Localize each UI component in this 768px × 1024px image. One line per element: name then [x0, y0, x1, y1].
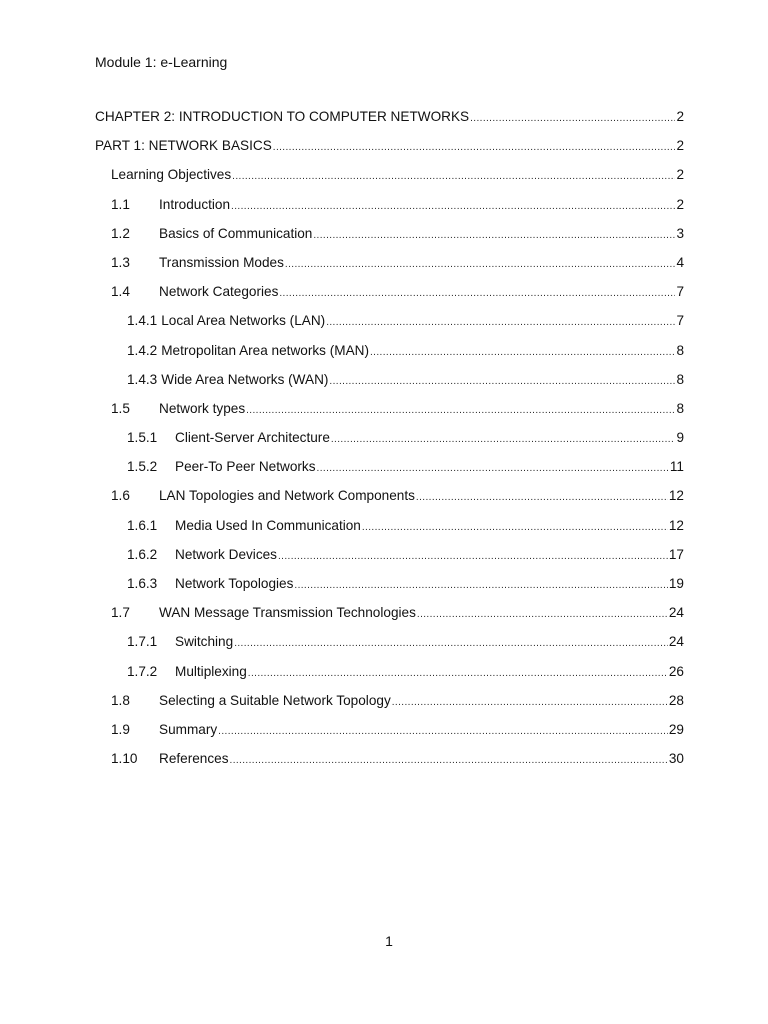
toc-entry-title: Selecting a Suitable Network Topology — [159, 692, 391, 708]
toc-entry-title: Introduction — [159, 196, 231, 212]
toc-entry-title: Transmission Modes — [159, 254, 284, 270]
toc-entry-number: 1.4 — [111, 284, 130, 300]
toc-entry-number: 1.5 — [111, 400, 130, 416]
toc-entry[interactable] — [95, 546, 684, 575]
dot-leader — [248, 665, 668, 683]
toc-entry-page: 30 — [668, 751, 684, 767]
toc-entry-number: 1.7 — [111, 605, 130, 621]
toc-entry-page: 8 — [676, 371, 684, 387]
toc-entry-page: 12 — [668, 488, 684, 504]
dot-leader — [317, 460, 669, 478]
toc-entry-number: 1.4.3 — [127, 371, 158, 387]
toc-entry-title: Basics of Communication — [159, 225, 313, 241]
toc-entry[interactable] — [95, 254, 684, 283]
toc-entry-title: Switching — [175, 634, 234, 650]
toc-entry[interactable] — [95, 721, 684, 750]
toc-entry[interactable] — [95, 692, 684, 721]
toc-entry-number: 1.6.3 — [127, 576, 158, 591]
toc-entry[interactable] — [95, 663, 684, 692]
toc-entry[interactable] — [95, 429, 684, 458]
toc-entry-number: 1.6.2 — [127, 546, 158, 562]
toc-entry-page: 28 — [668, 692, 684, 708]
toc-entry-title: Learning Objectives — [111, 167, 232, 183]
toc-entry-title: WAN Message Transmission Technologies — [159, 605, 416, 621]
dot-leader — [273, 139, 676, 157]
toc-entry-title: Network Devices — [175, 546, 277, 562]
toc-entry-number: 1.1 — [111, 196, 130, 212]
dot-leader — [231, 198, 675, 216]
toc-entry-page: 3 — [676, 225, 684, 241]
toc-entry-page: 17 — [668, 546, 684, 562]
toc-entry[interactable] — [95, 137, 684, 166]
toc-entry-page: 2 — [676, 109, 684, 124]
page-number: 1 — [385, 933, 393, 949]
toc-entry-page: 29 — [668, 721, 684, 737]
table-of-contents — [95, 108, 684, 779]
toc-entry[interactable] — [95, 283, 684, 312]
dot-leader — [279, 285, 675, 303]
toc-entry-number: 1.4.1 — [127, 313, 158, 329]
toc-entry-title: Summary — [159, 721, 218, 737]
toc-entry-page: 9 — [676, 430, 684, 446]
toc-entry-number: 1.2 — [111, 225, 130, 241]
toc-entry-page: 7 — [676, 313, 684, 329]
toc-entry-page: 24 — [668, 605, 684, 621]
toc-entry-title: Metropolitan Area networks (MAN) — [161, 342, 369, 358]
dot-leader — [416, 489, 668, 507]
dot-leader — [218, 723, 668, 741]
dot-leader — [285, 256, 676, 274]
dot-leader — [234, 635, 668, 653]
dot-leader — [331, 431, 676, 449]
toc-entry-number: 1.6.1 — [127, 517, 158, 533]
toc-entry[interactable] — [95, 604, 684, 633]
toc-entry[interactable] — [95, 342, 684, 371]
toc-entry-number: 1.3 — [111, 254, 130, 270]
toc-entry-number: 1.9 — [111, 721, 130, 737]
toc-entry-page: 2 — [676, 167, 684, 183]
toc-entry-number: 1.7.2 — [127, 663, 158, 679]
running-header: Module 1: e-Learning — [95, 54, 228, 70]
dot-leader — [470, 110, 675, 128]
toc-entry-number: 1.10 — [111, 751, 138, 767]
toc-entry-number: 1.5.1 — [127, 430, 158, 446]
toc-entry[interactable] — [95, 400, 684, 429]
toc-entry[interactable] — [95, 575, 684, 604]
toc-entry-title: Wide Area Networks (WAN) — [161, 371, 329, 387]
dot-leader — [230, 752, 668, 770]
dot-leader — [278, 548, 668, 566]
toc-entry-title: Local Area Networks (LAN) — [161, 313, 326, 329]
toc-entry[interactable] — [95, 750, 684, 779]
toc-entry-title: Client-Server Architecture — [175, 430, 330, 446]
toc-entry-title: Peer-To Peer Networks — [175, 459, 316, 475]
dot-leader — [232, 168, 675, 186]
toc-entry-title: Network Topologies — [175, 576, 294, 591]
dot-leader — [370, 344, 675, 362]
toc-entry-page: 8 — [676, 342, 684, 358]
toc-entry[interactable] — [95, 312, 684, 341]
toc-entry[interactable] — [95, 458, 684, 487]
toc-entry-page: 12 — [668, 517, 684, 533]
toc-entry[interactable] — [95, 225, 684, 254]
toc-entry-page: 26 — [668, 663, 684, 679]
toc-entry-page: 2 — [676, 138, 684, 154]
toc-entry-page: 8 — [676, 400, 684, 416]
toc-entry-number: 1.7.1 — [127, 634, 158, 650]
dot-leader — [417, 606, 668, 624]
dot-leader — [313, 227, 675, 245]
toc-entry-page: 24 — [668, 634, 684, 650]
dot-leader — [329, 373, 675, 391]
toc-entry[interactable] — [95, 371, 684, 400]
toc-entry-page: 7 — [676, 284, 684, 300]
toc-entry[interactable] — [95, 166, 684, 195]
dot-leader — [326, 314, 675, 332]
toc-entry[interactable] — [95, 196, 684, 225]
toc-entry[interactable] — [95, 633, 684, 662]
toc-entry-page: 4 — [676, 254, 684, 270]
toc-entry-title: Network Categories — [159, 284, 279, 300]
toc-entry-number: 1.4.2 — [127, 342, 158, 358]
toc-entry-title: PART 1: NETWORK BASICS — [95, 138, 272, 154]
toc-entry-number: 1.8 — [111, 692, 130, 708]
toc-entry-title: LAN Topologies and Network Components — [159, 488, 415, 504]
toc-entry-title: Network types — [159, 400, 246, 416]
dot-leader — [246, 402, 675, 420]
toc-entry-page: 11 — [669, 459, 684, 475]
toc-entry-page: 19 — [668, 576, 684, 591]
toc-entry[interactable] — [95, 517, 684, 546]
toc-entry-number: 1.6 — [111, 488, 130, 504]
toc-entry-title: References — [159, 751, 229, 767]
toc-entry-title: Multiplexing — [175, 663, 247, 679]
toc-entry[interactable] — [95, 108, 684, 137]
dot-leader — [362, 519, 668, 537]
toc-entry-title: Media Used In Communication — [175, 517, 361, 533]
toc-entry-page: 2 — [676, 196, 684, 212]
toc-entry-title: CHAPTER 2: INTRODUCTION TO COMPUTER NETWORKS — [95, 109, 470, 124]
toc-entry-number: 1.5.2 — [127, 459, 158, 475]
toc-entry[interactable] — [95, 487, 684, 516]
dot-leader — [392, 694, 668, 712]
dot-leader — [294, 577, 667, 595]
